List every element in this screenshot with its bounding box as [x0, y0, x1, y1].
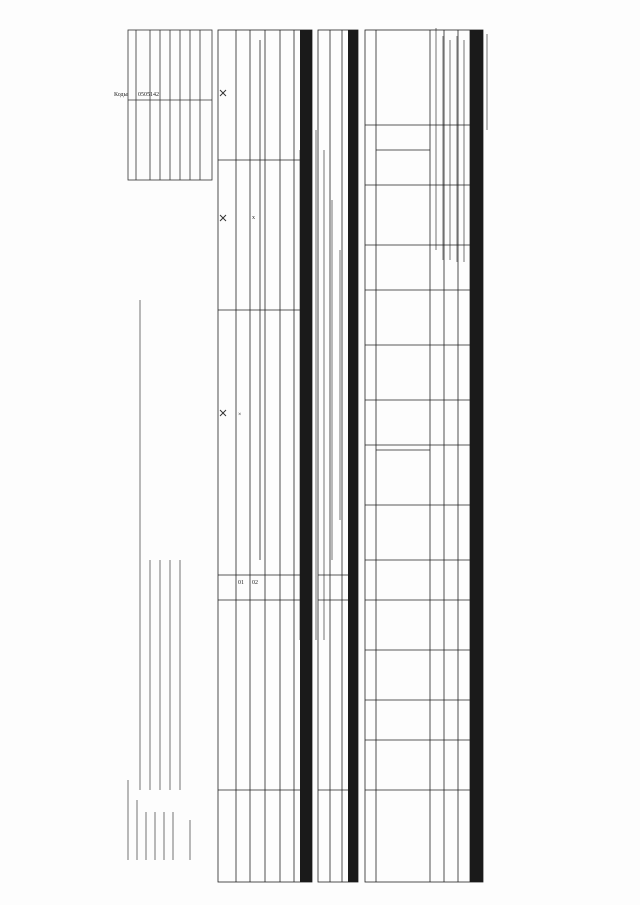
table-2-total-row [348, 30, 358, 882]
x-mark-alt-label: х [252, 215, 255, 221]
x-mark-label: × [238, 412, 242, 418]
row-number-02: 02 [252, 580, 258, 586]
row-number-01: 01 [238, 580, 244, 586]
table-1-total-row [300, 30, 312, 882]
codes-first-code: 0505142 [138, 92, 159, 98]
table-3-total-row [470, 30, 483, 882]
codes-header: Коды [114, 92, 128, 98]
